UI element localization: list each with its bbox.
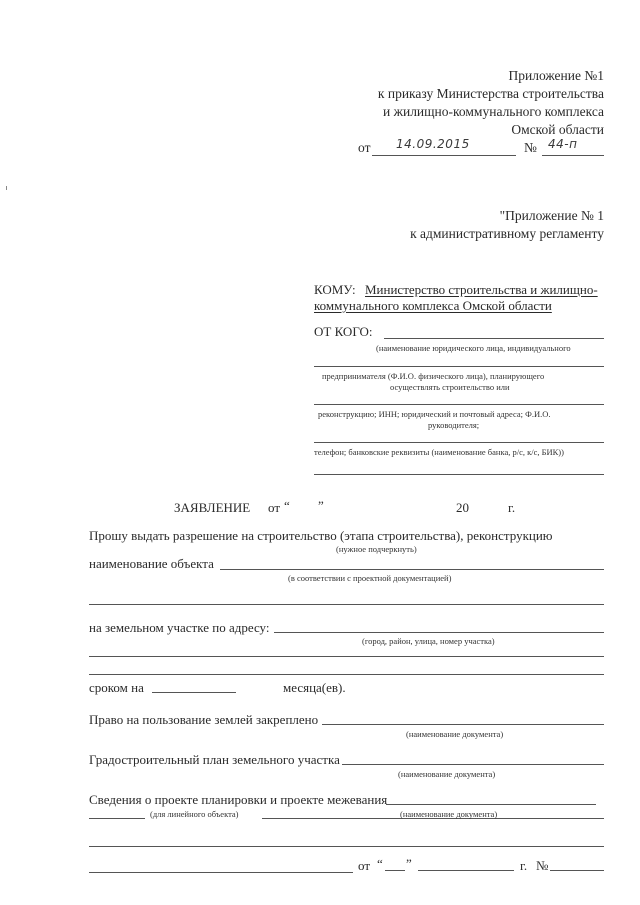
regulation-reference-line: к административному регламенту — [410, 226, 604, 241]
statement-year-prefix: 20 — [456, 500, 469, 515]
object-label: наименование объекта — [89, 556, 214, 571]
bottom-open-quote: “ — [377, 856, 383, 871]
bottom-day-line — [385, 870, 405, 871]
order-number-handwritten: 44-п — [548, 137, 578, 151]
statement-close-quote: ” — [318, 498, 324, 513]
project-extra-line — [89, 846, 604, 847]
request-hint: (нужное подчеркнуть) — [336, 544, 417, 554]
order-ministry-line: и жилищно-коммунального комплекса — [383, 104, 604, 119]
project-label: Сведения о проекте планировки и проекте межевания — [89, 792, 388, 807]
bottom-year: г. — [520, 858, 528, 873]
from-hint-1: (наименование юридического лица, индивидуального — [376, 343, 571, 353]
bottom-month-line — [418, 870, 514, 871]
term-suffix: месяца(ев). — [283, 680, 346, 695]
bottom-number-line — [550, 870, 604, 871]
order-number-prefix: № — [524, 140, 537, 155]
statement-title: ЗАЯВЛЕНИЕ — [174, 500, 251, 515]
order-date-handwritten: 14.09.2015 — [396, 137, 470, 151]
from-hint-2a: предпринимателя (Ф.И.О. физического лица), планирующего — [322, 371, 545, 381]
order-reference-line: к приказу Министерства строительства — [377, 86, 604, 101]
project-hint-left-line — [89, 818, 145, 819]
order-date-prefix: от — [358, 140, 371, 155]
from-hint-2b: осуществлять строительство или — [390, 382, 510, 392]
order-region-line: Омской области — [511, 122, 604, 137]
bottom-number: № — [536, 858, 549, 873]
address-hint: (город, район, улица, номер участка) — [362, 636, 495, 646]
from-label: ОТ КОГО: — [314, 324, 373, 339]
from-hint-3a: реконструкцию; ИНН; юридический и почтовый адреса; Ф.И.О. — [318, 409, 551, 419]
scan-mark — [6, 186, 7, 190]
project-doc-line — [89, 872, 353, 873]
address-line — [274, 632, 604, 633]
statement-year-suffix: г. — [508, 500, 516, 515]
from-line-3 — [314, 404, 604, 405]
gradplan-line — [342, 764, 604, 765]
bottom-close-quote: ” — [406, 856, 412, 871]
to-value-line1: Министерство строительства и жилищно- — [365, 282, 598, 297]
gradplan-hint: (наименование документа) — [398, 769, 496, 779]
bottom-from: от — [358, 858, 371, 873]
statement-from: от — [268, 500, 281, 515]
address-extra-line-2 — [89, 674, 604, 675]
from-line-4 — [314, 442, 604, 443]
to-value-line2: коммунального комплекса Омской области — [314, 298, 552, 313]
gradplan-label: Градостроительный план земельного участка — [89, 752, 340, 767]
statement-open-quote: “ — [284, 498, 290, 513]
term-line — [152, 692, 236, 693]
project-line — [386, 804, 596, 805]
from-hint-4: телефон; банковские реквизиты (наименование банка, р/с, к/с, БИК)) — [314, 447, 564, 457]
from-line-5 — [314, 474, 604, 475]
from-line-1 — [384, 338, 604, 339]
object-line — [220, 569, 604, 570]
order-appendix-title: Приложение №1 — [508, 68, 604, 83]
object-hint: (в соответствии с проектной документацией) — [288, 573, 452, 583]
address-extra-line-1 — [89, 656, 604, 657]
project-hint-right: (наименование документа) — [400, 809, 498, 819]
land-right-hint: (наименование документа) — [406, 729, 504, 739]
regulation-appendix-title: "Приложение № 1 — [499, 208, 604, 223]
order-date-line — [372, 155, 516, 156]
to-label: КОМУ: — [314, 282, 356, 297]
order-number-line — [542, 155, 604, 156]
land-right-label: Право на пользование землей закреплено — [89, 712, 319, 727]
from-line-2 — [314, 366, 604, 367]
address-label: на земельном участке по адресу: — [89, 620, 270, 635]
request-line: Прошу выдать разрешение на строительство (этапа строительства), реконструкцию — [89, 528, 553, 543]
object-extra-line — [89, 604, 604, 605]
term-label: сроком на — [89, 680, 144, 695]
project-hint-left: (для линейного объекта) — [150, 809, 239, 819]
from-hint-3b: руководителя; — [428, 420, 480, 430]
land-right-line — [322, 724, 604, 725]
